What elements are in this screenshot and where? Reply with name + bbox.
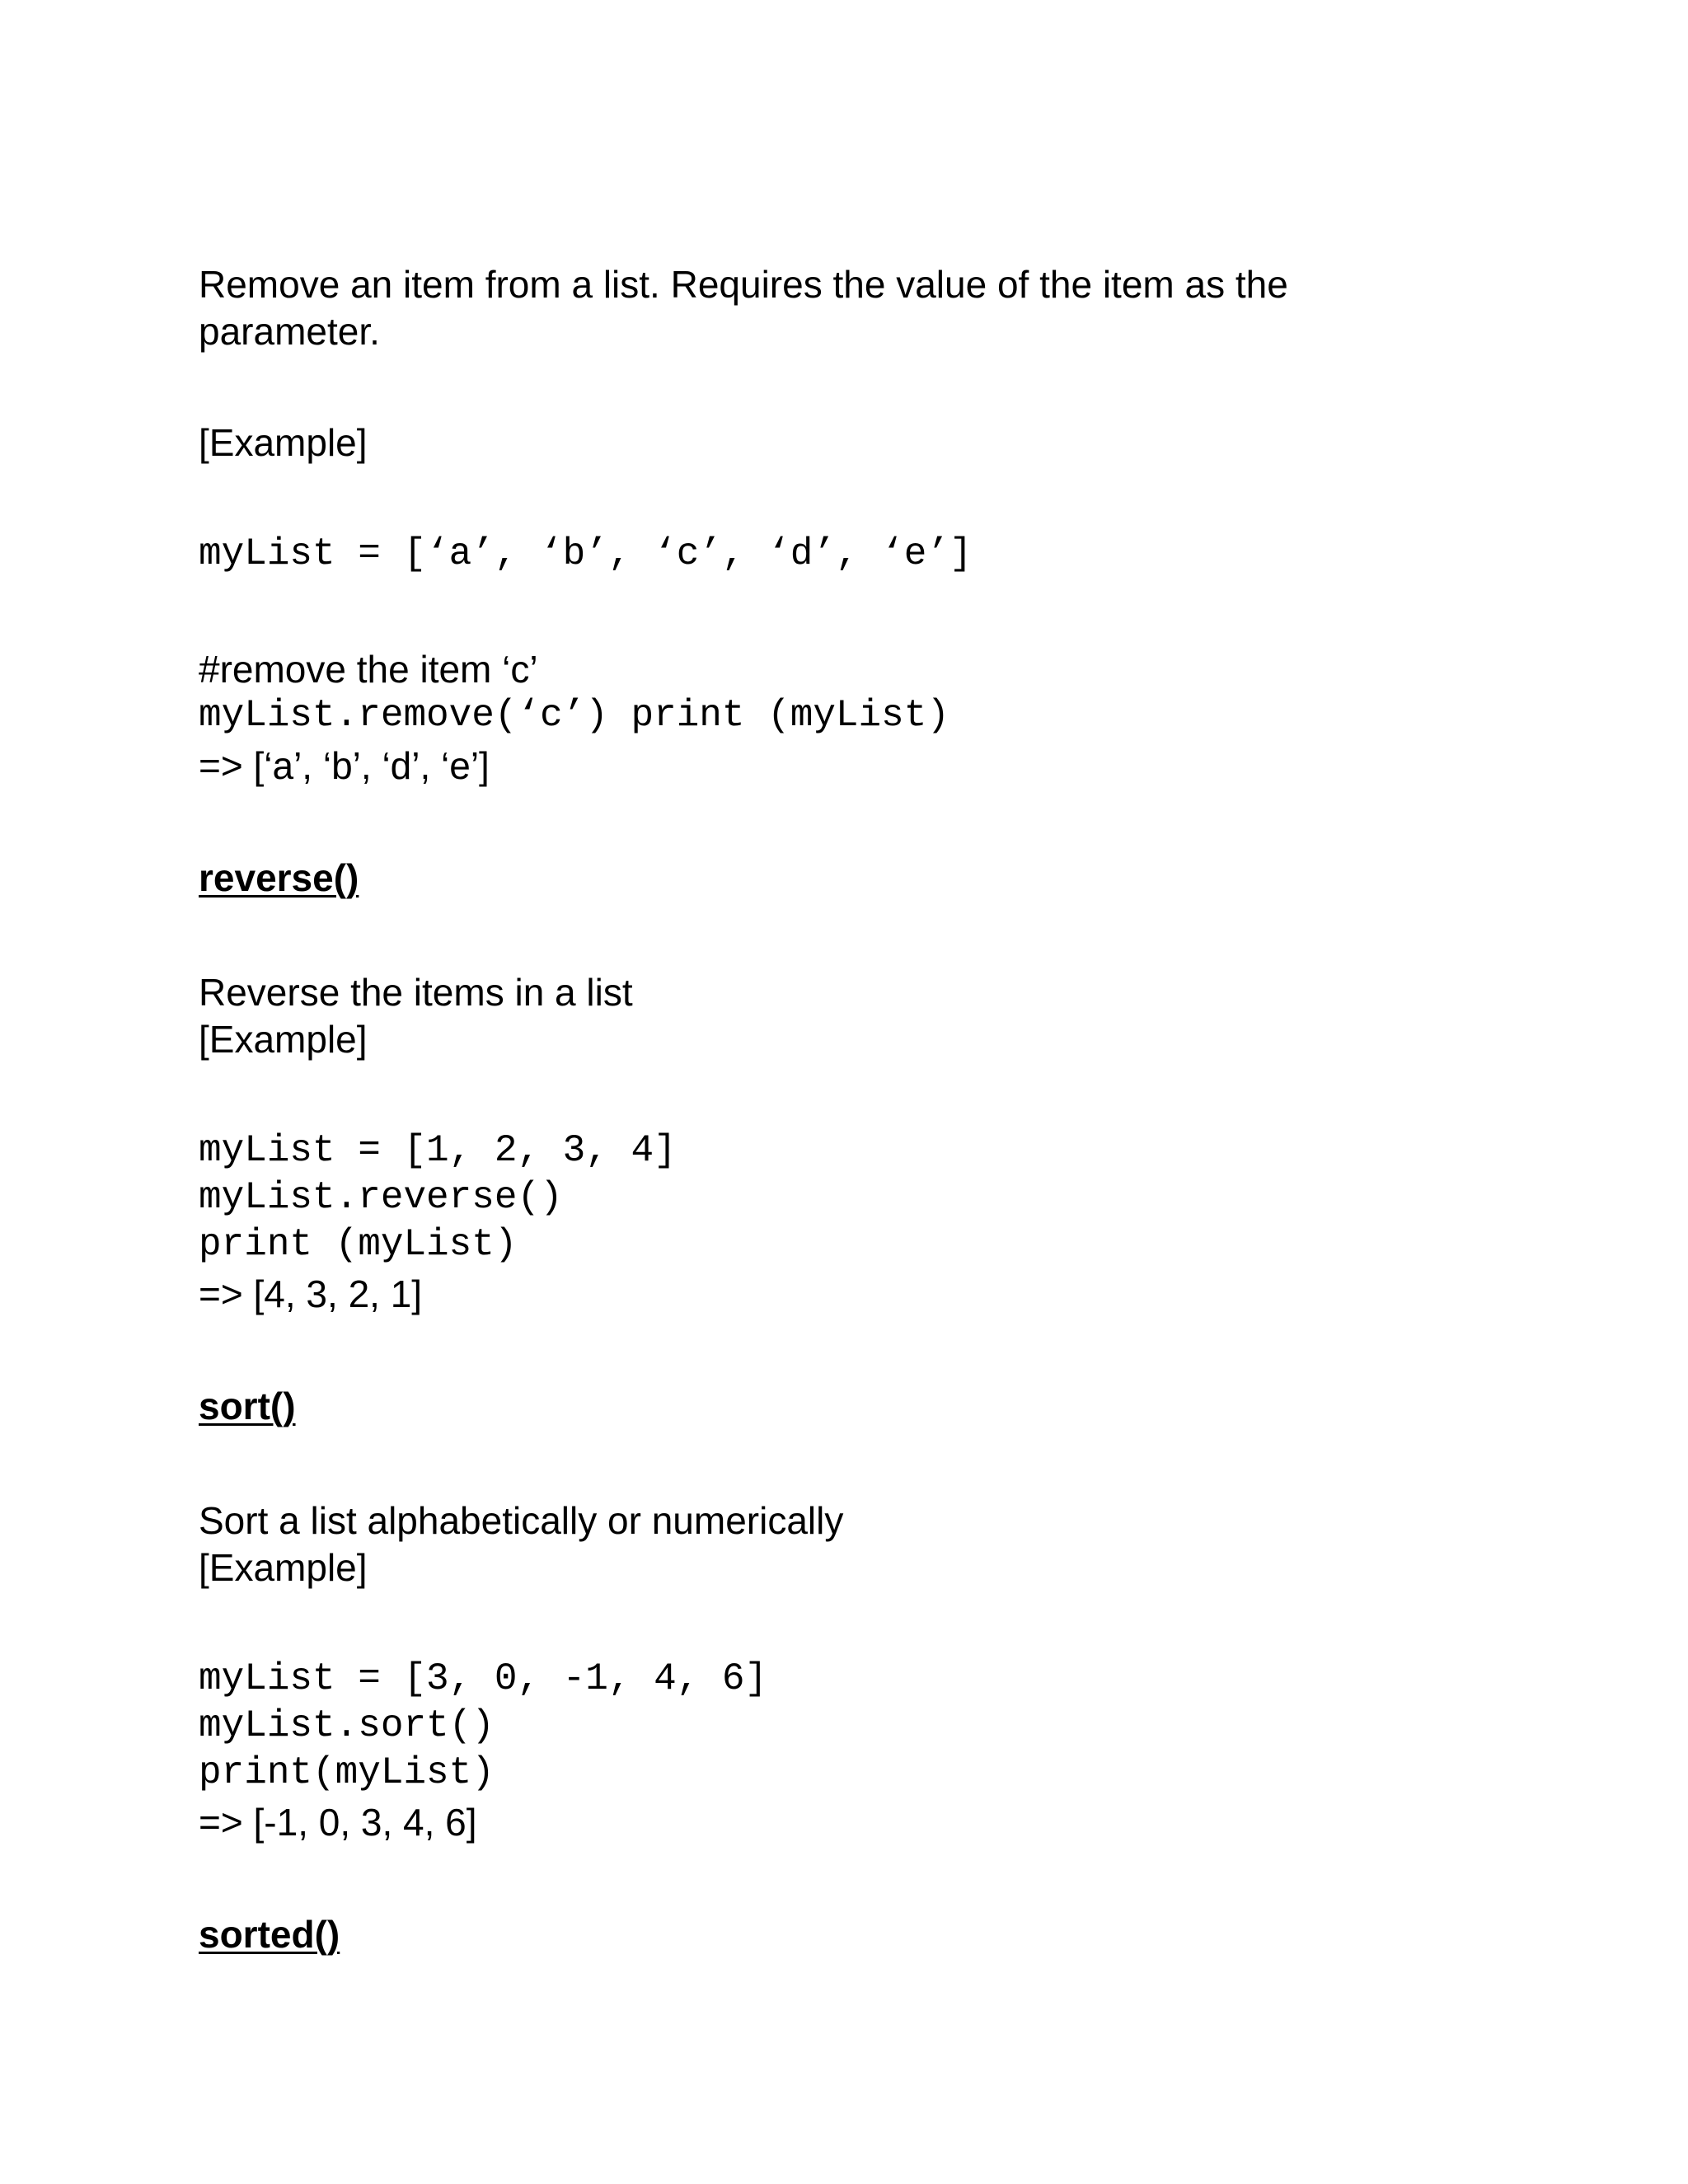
- reverse-output: => [4, 3, 2, 1]: [199, 1272, 423, 1315]
- reverse-code-line-1: myList = [1, 2, 3, 4]: [199, 1129, 677, 1172]
- reverse-code-line-3: print (myList): [199, 1223, 518, 1266]
- remove-example-label: [Example]: [199, 421, 368, 464]
- sort-code-line-1: myList = [3, 0, -1, 4, 6]: [199, 1657, 768, 1700]
- sort-code-line-3: print(myList): [199, 1751, 495, 1794]
- remove-comment: #remove the item ‘c’: [199, 648, 538, 691]
- remove-description-line-1: Remove an item from a list. Requires the value of the item as the: [199, 263, 1288, 306]
- sort-code-line-2: myList.sort(): [199, 1704, 495, 1747]
- remove-code-call: myList.remove(‘c’) print (myList): [199, 694, 950, 737]
- remove-output: => [‘a’, ‘b’, ‘d’, ‘e’]: [199, 744, 490, 787]
- sort-output: => [-1, 0, 3, 4, 6]: [199, 1801, 477, 1844]
- reverse-example-label: [Example]: [199, 1018, 368, 1061]
- sort-description: Sort a list alphabetically or numerically: [199, 1499, 844, 1542]
- sort-example-label: [Example]: [199, 1546, 368, 1589]
- remove-code-define: myList = [‘a’, ‘b’, ‘c’, ‘d’, ‘e’]: [199, 532, 973, 575]
- sorted-heading: sorted(): [199, 1913, 340, 1956]
- reverse-code-line-2: myList.reverse(): [199, 1176, 563, 1219]
- reverse-description: Reverse the items in a list: [199, 971, 633, 1014]
- remove-description-line-2: parameter.: [199, 310, 380, 353]
- sort-heading: sort(): [199, 1385, 296, 1427]
- reverse-heading: reverse(): [199, 856, 359, 899]
